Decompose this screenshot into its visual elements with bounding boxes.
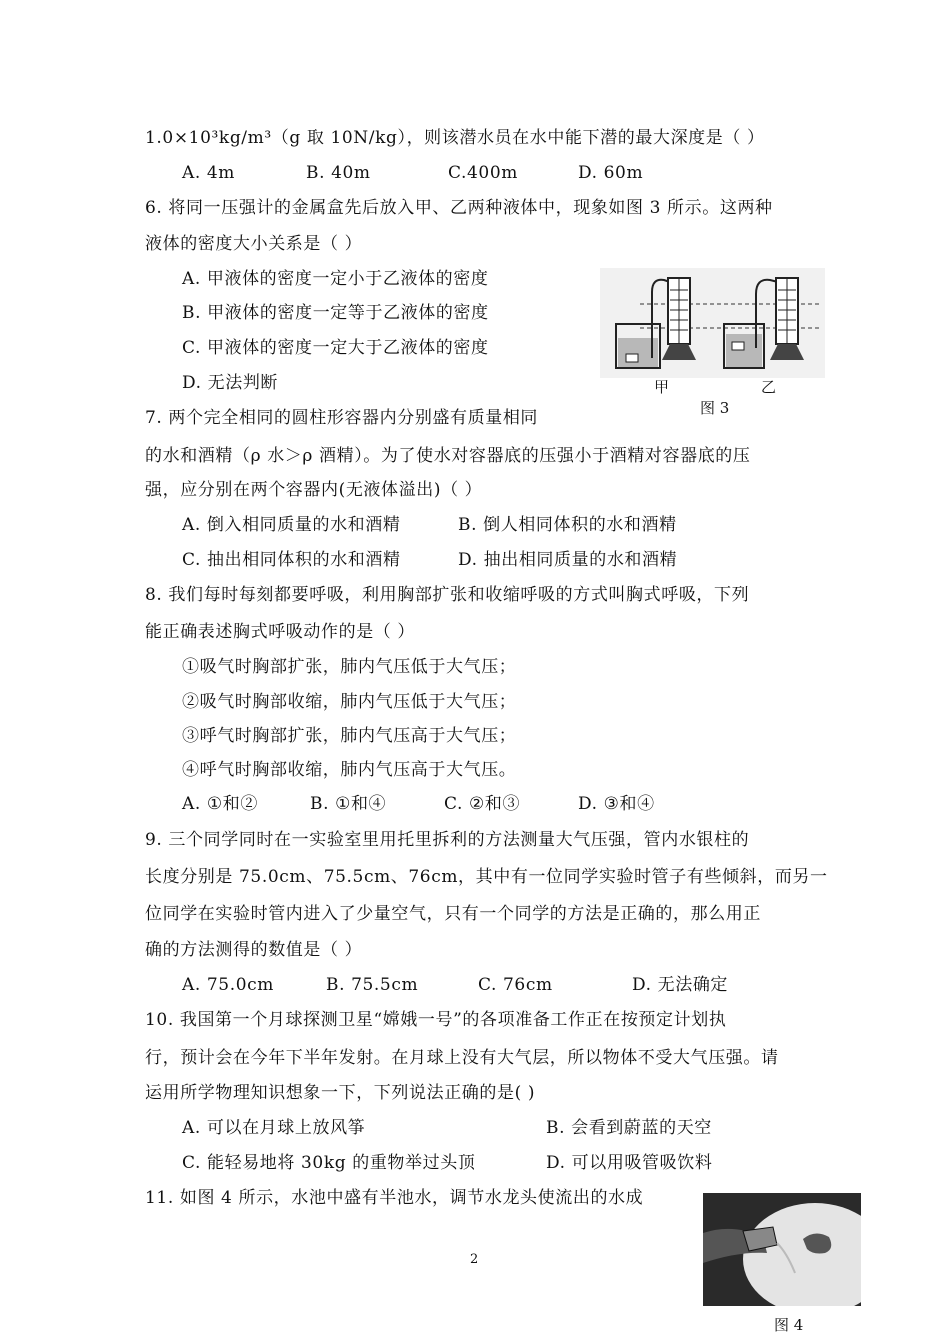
q10-option-d: D. 可以用吸管吸饮料 xyxy=(546,1153,713,1173)
q6-option-c: C. 甲液体的密度一定大于乙液体的密度 xyxy=(182,338,489,358)
q8-item-1: ①吸气时胸部扩张，肺内气压低于大气压； xyxy=(182,657,517,677)
figure-3-label-right: 乙 xyxy=(761,378,777,396)
q7-option-a: A. 倒入相同质量的水和酒精 xyxy=(182,515,401,535)
q7-line-1: 7. 两个完全相同的圆柱形容器内分别盛有质量相同 xyxy=(145,408,539,428)
q6-line-2: 液体的密度大小关系是（ ） xyxy=(145,234,363,254)
q8-option-c: C. ②和③ xyxy=(444,794,521,814)
figure-4-caption: 图 4 xyxy=(774,1316,804,1334)
q9-option-d: D. 无法确定 xyxy=(632,975,729,995)
q9-line-3: 位同学在实验时管内进入了少量空气，只有一个同学的方法是正确的，那么用正 xyxy=(145,904,761,924)
q10-option-c: C. 能轻易地将 30kg 的重物举过头顶 xyxy=(182,1153,476,1173)
q8-line-2: 能正确表述胸式呼吸动作的是（ ） xyxy=(145,622,416,642)
q7-option-b: B. 倒人相同体积的水和酒精 xyxy=(458,515,677,535)
q6-option-d: D. 无法判断 xyxy=(182,373,279,393)
q7-option-d: D. 抽出相同质量的水和酒精 xyxy=(458,550,678,570)
q9-option-a: A. 75.0cm xyxy=(182,975,274,995)
q8-option-b: B. ①和④ xyxy=(310,794,387,814)
q8-item-4: ④呼气时胸部收缩，肺内气压高于大气压。 xyxy=(182,760,517,780)
q10-option-b: B. 会看到蔚蓝的天空 xyxy=(546,1118,712,1138)
figure-4-faucet-photo xyxy=(703,1193,861,1306)
q10-line-3: 运用所学物理知识想象一下，下列说法正确的是( ) xyxy=(145,1083,536,1103)
q7-line-2: 的水和酒精（ρ 水＞ρ 酒精）。为了使水对容器底的压强小于酒精对容器底的压 xyxy=(145,446,751,466)
q10-line-2: 行，预计会在今年下半年发射。在月球上没有大气层，所以物体不受大气压强。请 xyxy=(145,1048,779,1068)
q9-line-1: 9. 三个同学同时在一实验室里用托里拆利的方法测量大气压强，管内水银柱的 xyxy=(145,830,750,850)
q5-option-a: A. 4m xyxy=(182,163,236,183)
figure-3-pressure-gauges xyxy=(600,268,825,378)
figure-3-label-left: 甲 xyxy=(654,378,670,396)
q9-option-b: B. 75.5cm xyxy=(326,975,419,995)
q8-item-3: ③呼气时胸部扩张，肺内气压高于大气压； xyxy=(182,726,517,746)
q5-option-d: D. 60m xyxy=(578,163,644,183)
q10-line-1: 10. 我国第一个月球探测卫星“嫦娥一号”的各项准备工作正在按预定计划执 xyxy=(145,1010,727,1030)
q8-item-2: ②吸气时胸部收缩，肺内气压低于大气压； xyxy=(182,692,517,712)
q6-option-b: B. 甲液体的密度一定等于乙液体的密度 xyxy=(182,303,489,323)
q7-line-3: 强，应分别在两个容器内(无液体溢出)（ ） xyxy=(145,480,483,500)
q9-option-c: C. 76cm xyxy=(478,975,553,995)
q9-line-2: 长度分别是 75.0cm、75.5cm、76cm，其中有一位同学实验时管子有些倾斜，而另一 xyxy=(145,867,828,887)
q11-line-1: 11. 如图 4 所示，水池中盛有半池水，调节水龙头使流出的水成 xyxy=(145,1188,644,1208)
q8-option-a: A. ①和② xyxy=(182,794,258,814)
q6-line-1: 6. 将同一压强计的金属盒先后放入甲、乙两种液体中，现象如图 3 所示。这两种 xyxy=(145,198,773,218)
q8-option-d: D. ③和④ xyxy=(578,794,655,814)
q7-option-c: C. 抽出相同体积的水和酒精 xyxy=(182,550,401,570)
q10-option-a: A. 可以在月球上放风筝 xyxy=(182,1118,366,1138)
figure-3-caption: 图 3 xyxy=(700,399,730,417)
q5-line: 1.0×10³kg/m³（g 取 10N/kg），则该潜水员在水中能下潜的最大深度是（ ） xyxy=(145,128,765,148)
q5-option-c: C.400m xyxy=(448,163,518,183)
q9-line-4: 确的方法测得的数值是（ ） xyxy=(145,940,363,960)
page-number: 2 xyxy=(470,1252,479,1267)
q6-option-a: A. 甲液体的密度一定小于乙液体的密度 xyxy=(182,269,489,289)
q8-line-1: 8. 我们每时每刻都要呼吸，利用胸部扩张和收缩呼吸的方式叫胸式呼吸，下列 xyxy=(145,585,750,605)
q5-option-b: B. 40m xyxy=(306,163,371,183)
